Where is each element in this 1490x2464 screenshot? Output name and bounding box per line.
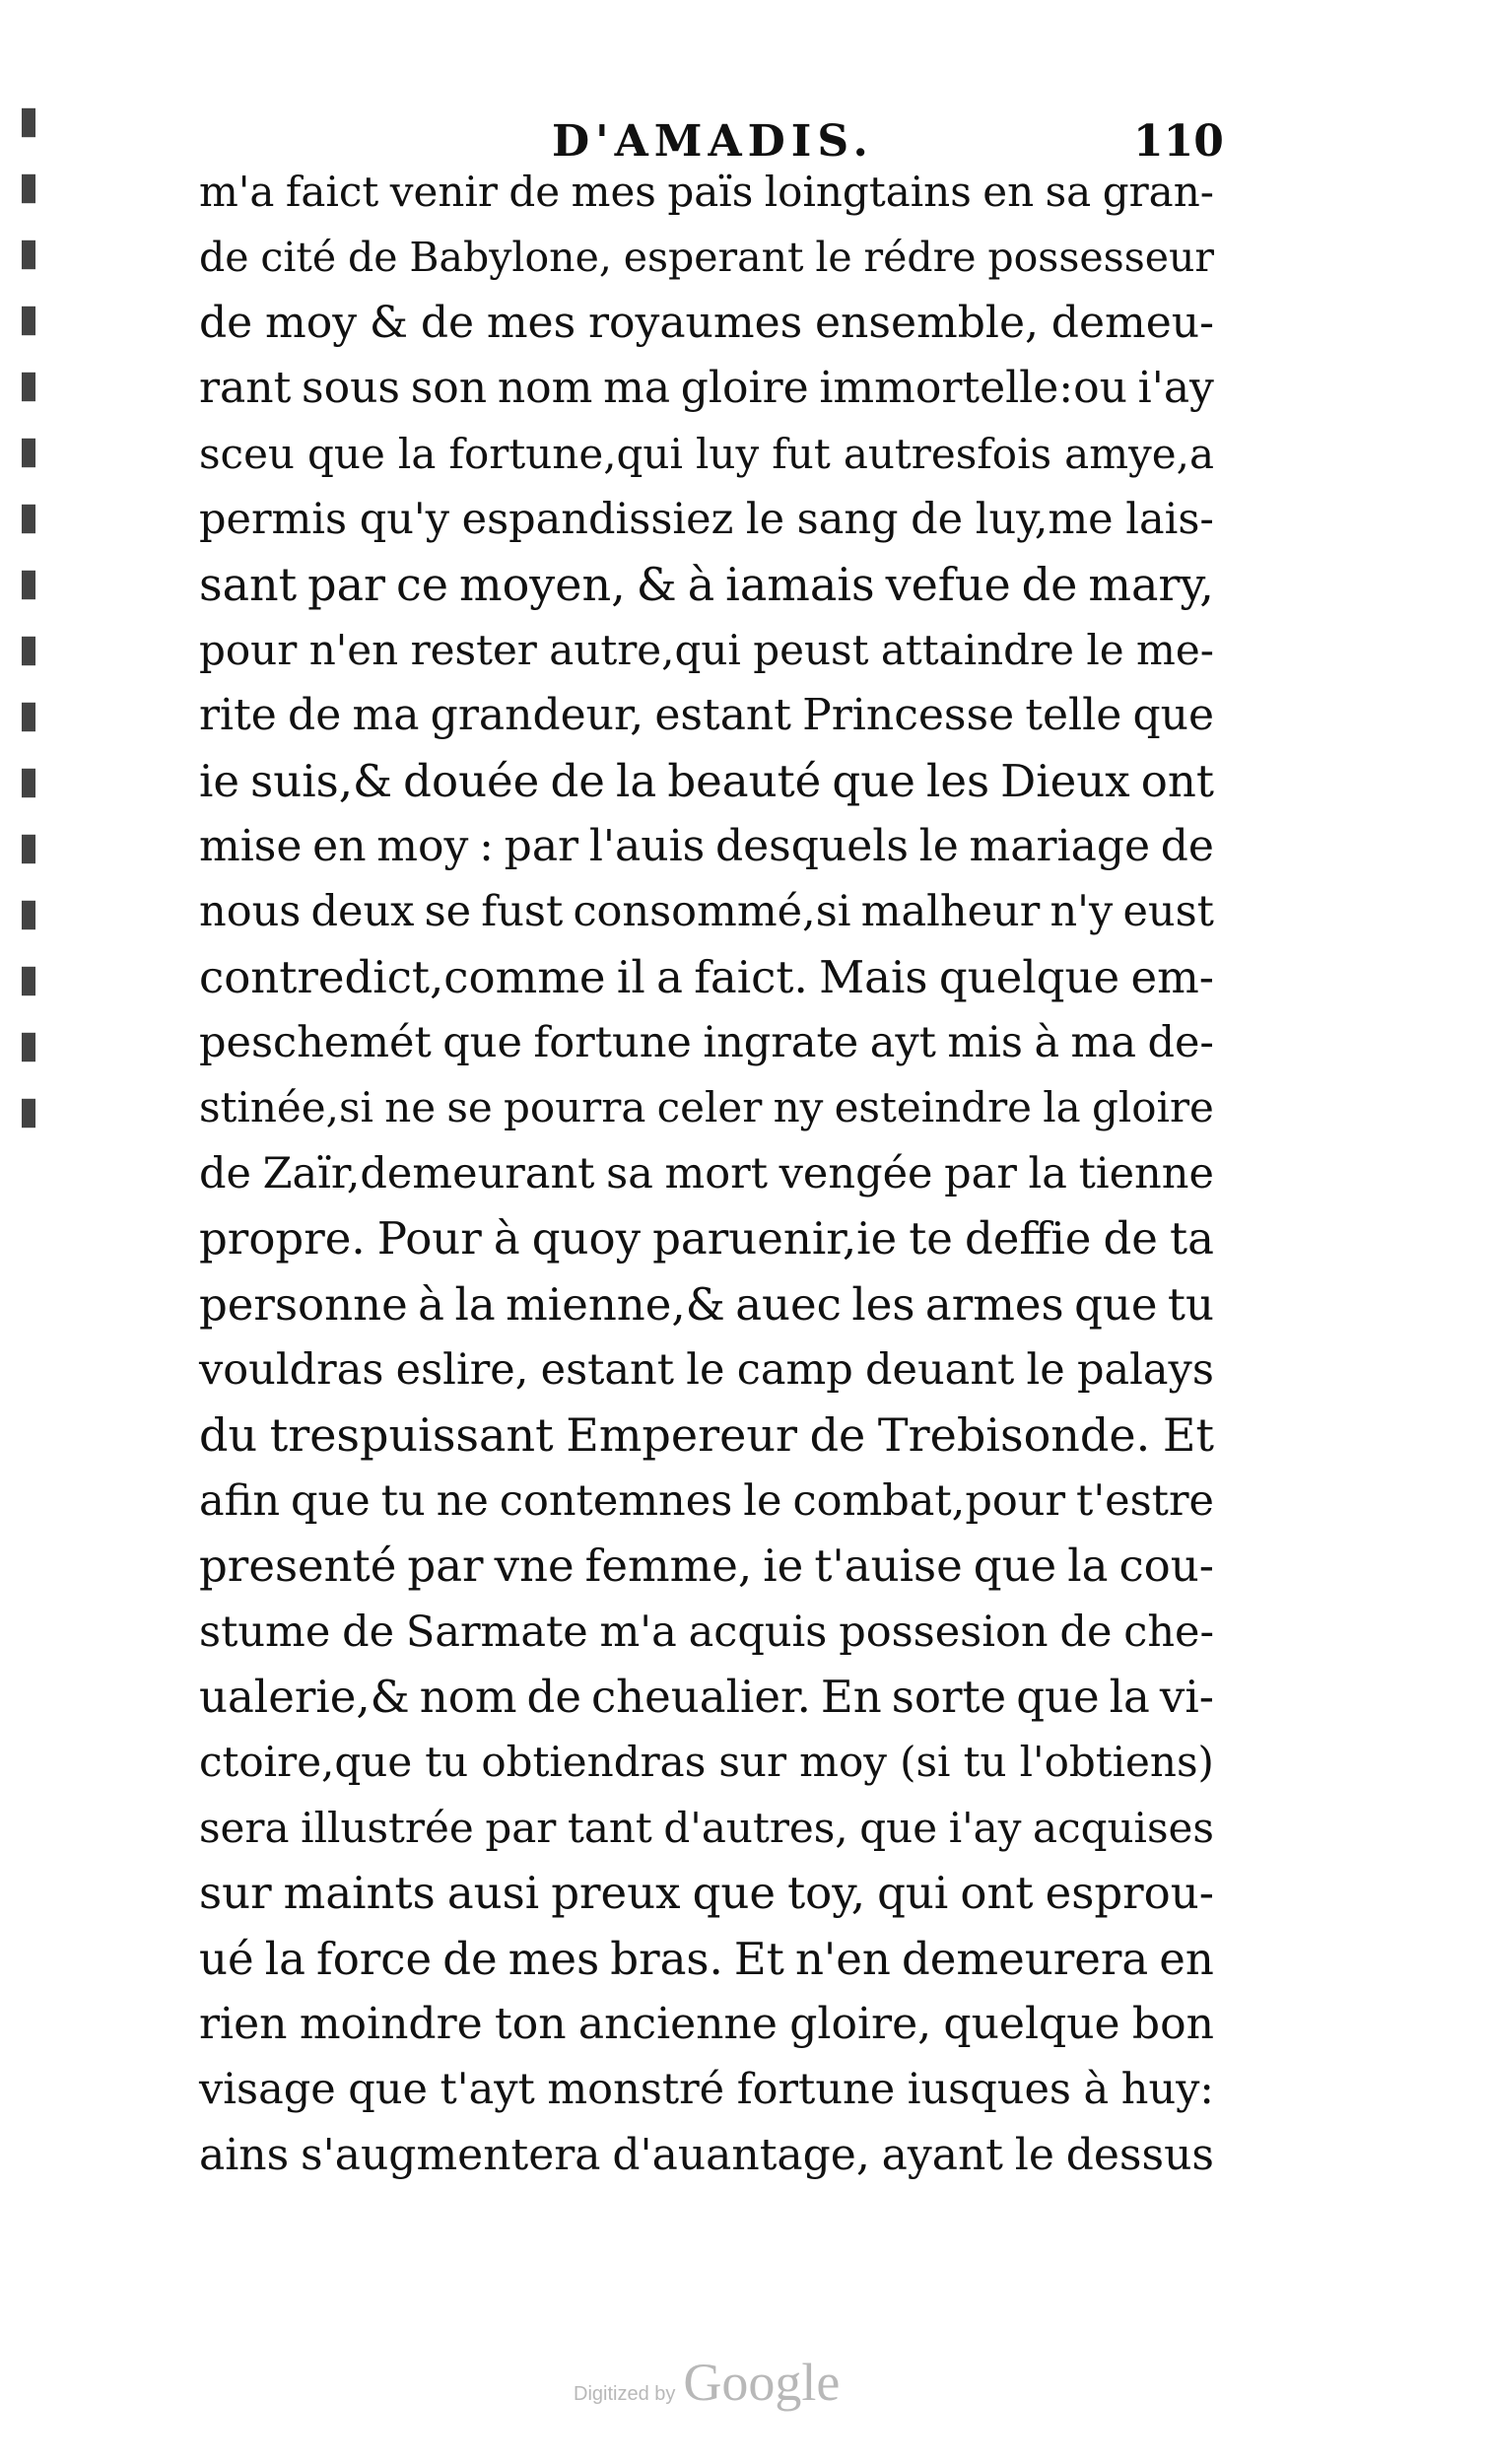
text-line: afin que tu ne contemnes le combat,pour t'estre (199, 1475, 1214, 1526)
text-line: permis qu'y espandissiez le sang de luy,me lais- (199, 494, 1214, 544)
text-line: sur maints ausi preux que toy, qui ont esprou- (199, 1867, 1214, 1920)
text-line: de cité de Babylone, esperant le rédre possesseur (199, 234, 1214, 282)
facing-page-bleed (22, 99, 81, 1155)
text-line: rien moindre ton ancienne gloire, quelque bon (199, 1998, 1214, 2049)
text-line: ie suis,& douée de la beauté que les Dieux ont (199, 754, 1214, 807)
body-text (199, 160, 1214, 2188)
google-logo: Google (683, 2353, 841, 2412)
text-line: de moy & de mes royaumes ensemble, demeu- (199, 297, 1214, 348)
text-line: sceu que la fortune,qui luy fut autresfois amye,a (199, 429, 1214, 478)
text-line: propre. Pour à quoy paruenir,ie te deffie de ta (199, 1212, 1214, 1266)
text-line: m'a faict venir de mes païs loingtains en sa gran- (199, 168, 1214, 216)
text-line: stume de Sarmate m'a acquis possesion de che- (199, 1607, 1214, 1657)
text-line: ué la force de mes bras. Et n'en demeurera en (199, 1932, 1214, 1985)
page-number: 110 (1133, 116, 1224, 167)
text-line: sera illustrée par tant d'autres, que i'ay acquises (199, 1803, 1214, 1852)
digitized-watermark (574, 2352, 840, 2413)
text-line: contredict,comme il a faict. Mais quelque em- (199, 950, 1214, 1003)
digitized-label: Digitized by (574, 2383, 676, 2405)
text-line: rant sous son nom ma gloire immortelle:ou i'ay (199, 363, 1214, 414)
text-line: du trespuissant Empereur de Trebisonde. Et (199, 1408, 1214, 1463)
text-line: pour n'en rester autre,qui peust attaindre le me- (199, 625, 1214, 674)
text-line: vouldras eslire, estant le camp deuant le palays (199, 1345, 1214, 1396)
text-line: stinée,si ne se pourra celer ny esteindre la gloire (199, 1083, 1214, 1132)
text-line: mise en moy : par l'auis desquels le mariage de (199, 820, 1214, 871)
text-line: presenté par vne femme, ie t'auise que la cou- (199, 1540, 1214, 1593)
text-line: de Zaïr,demeurant sa mort vengée par la tienne (199, 1148, 1214, 1198)
text-line: personne à la mienne,& auec les armes que tu (199, 1277, 1214, 1331)
text-line: sant par ce moyen, & à iamais vefue de mary, (199, 558, 1214, 612)
text-line: ualerie,& nom de cheualier. En sorte que la vi- (199, 1670, 1214, 1723)
text-line: peschemét que fortune ingrate ayt mis à ma de- (199, 1018, 1214, 1068)
text-line: ctoire,que tu obtiendras sur moy (si tu l'obtiens) (199, 1738, 1214, 1787)
text-line: visage que t'ayt monstré fortune iusques à huy: (199, 2065, 1214, 2115)
text-line: ains s'augmentera d'auantage, ayant le dessus (199, 2129, 1214, 2180)
text-line: rite de ma grandeur, estant Princesse telle que (199, 690, 1214, 741)
running-head: D'AMADIS. (552, 116, 874, 167)
text-line: nous deux se fust consommé,si malheur n'y eust (199, 887, 1214, 937)
